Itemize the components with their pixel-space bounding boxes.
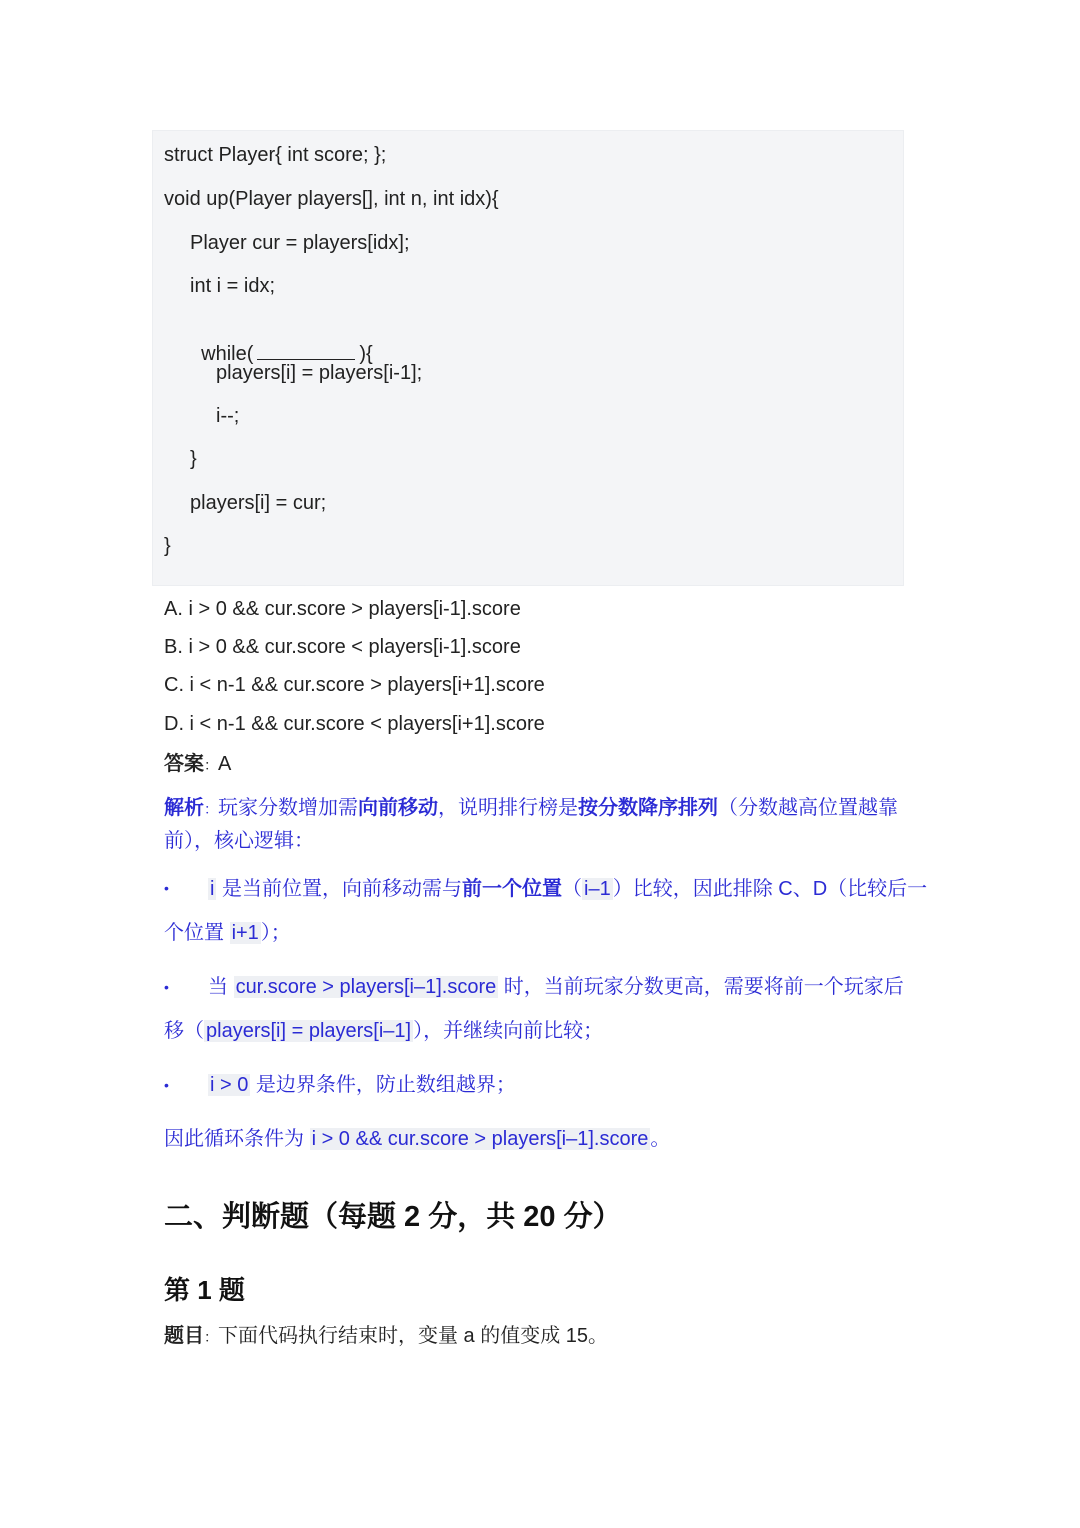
bullet-text: 当 xyxy=(208,976,234,998)
bullet-3-line-1 xyxy=(208,1072,516,1098)
inline-code: players[i] = players[i–1] xyxy=(206,1020,412,1042)
bullet-dot: • xyxy=(164,979,169,995)
inline-code: i > 0 xyxy=(210,1074,249,1096)
code-while-close: ){ xyxy=(359,343,373,365)
analysis-label: 解析 xyxy=(164,797,204,819)
inline-code: i–1 xyxy=(584,878,611,900)
bullet-text: 时，当前玩家分数更高，需要将前一个玩家后 xyxy=(498,976,904,998)
code-line: int i = idx; xyxy=(190,275,276,297)
bullet-text: （ xyxy=(562,878,583,900)
bullet-dot: • xyxy=(164,1077,169,1093)
bullet-text: 个位置 xyxy=(164,922,230,944)
question-line xyxy=(164,1323,608,1350)
section-heading: 二、判断题（每题 2 分，共 20 分） xyxy=(164,1201,622,1233)
analysis-text: 玩家分数增加需 xyxy=(218,797,358,819)
code-line: struct Player{ int score; }; xyxy=(164,144,387,166)
code-line: } xyxy=(190,448,197,470)
analysis-sep: ： xyxy=(204,801,218,817)
bullet-text: 是当前位置，向前移动需与 xyxy=(216,878,463,900)
analysis-text: （分数越高位置越靠 xyxy=(718,797,898,819)
option-d: D. i < n-1 && cur.score < players[i+1].score xyxy=(164,713,545,735)
bullet-2-line-1 xyxy=(208,974,904,1000)
bullet-text: ），并继续向前比较； xyxy=(413,1020,604,1042)
answer-line xyxy=(164,751,231,778)
code-line: players[i] = players[i-1]; xyxy=(216,362,423,384)
analysis-emphasis: 向前移动 xyxy=(358,797,438,819)
code-line: i--; xyxy=(216,405,240,427)
bullet-text: 是边界条件，防止数组越界； xyxy=(250,1074,516,1096)
option-b: B. i > 0 && cur.score < players[i-1].score xyxy=(164,636,521,658)
option-a: A. i > 0 && cur.score > players[i-1].score xyxy=(164,598,521,620)
code-line: players[i] = cur; xyxy=(190,492,327,514)
code-line: Player cur = players[idx]; xyxy=(190,232,410,254)
analysis-text: ，说明排行榜是 xyxy=(438,797,578,819)
bullet-text: 移（ xyxy=(164,1020,204,1042)
bullet-dot: • xyxy=(164,880,169,896)
analysis-line-1 xyxy=(164,795,898,822)
analysis-emphasis: 按分数降序排列 xyxy=(578,797,718,819)
inline-code: i > 0 && cur.score > players[i–1].score xyxy=(311,1128,649,1150)
code-line-while xyxy=(190,317,373,366)
answer-sep: ： xyxy=(204,757,218,773)
code-line: void up(Player players[], int n, int idx){ xyxy=(164,188,499,210)
conclusion-text: 因此循环条件为 xyxy=(164,1128,310,1150)
answer-value: A xyxy=(218,753,232,775)
question-number: 第 1 题 xyxy=(164,1275,245,1305)
bullet-2-line-2 xyxy=(164,1018,603,1044)
fill-blank xyxy=(257,341,355,360)
inline-code: i+1 xyxy=(231,922,259,944)
question-label: 题目 xyxy=(164,1325,204,1347)
conclusion-line xyxy=(164,1126,670,1152)
question-sep: ： xyxy=(204,1329,218,1345)
option-c: C. i < n-1 && cur.score > players[i+1].score xyxy=(164,674,545,696)
code-line: } xyxy=(164,535,171,557)
inline-code: cur.score > players[i–1].score xyxy=(235,976,497,998)
bullet-emphasis: 前一个位置 xyxy=(462,878,563,900)
answer-label: 答案 xyxy=(164,753,204,775)
question-text: 下面代码执行结束时，变量 a 的值变成 15。 xyxy=(218,1325,609,1347)
bullet-text: ）； xyxy=(260,922,291,944)
conclusion-text: 。 xyxy=(650,1128,671,1150)
code-while-keyword: while( xyxy=(201,343,254,365)
bullet-text: ）比较，因此排除 C、D（比较后一 xyxy=(612,878,928,900)
inline-code: i xyxy=(210,878,215,900)
bullet-1-line-1 xyxy=(208,876,927,902)
bullet-1-line-2 xyxy=(164,920,291,946)
analysis-line-2: 前），核心逻辑： xyxy=(164,830,314,852)
